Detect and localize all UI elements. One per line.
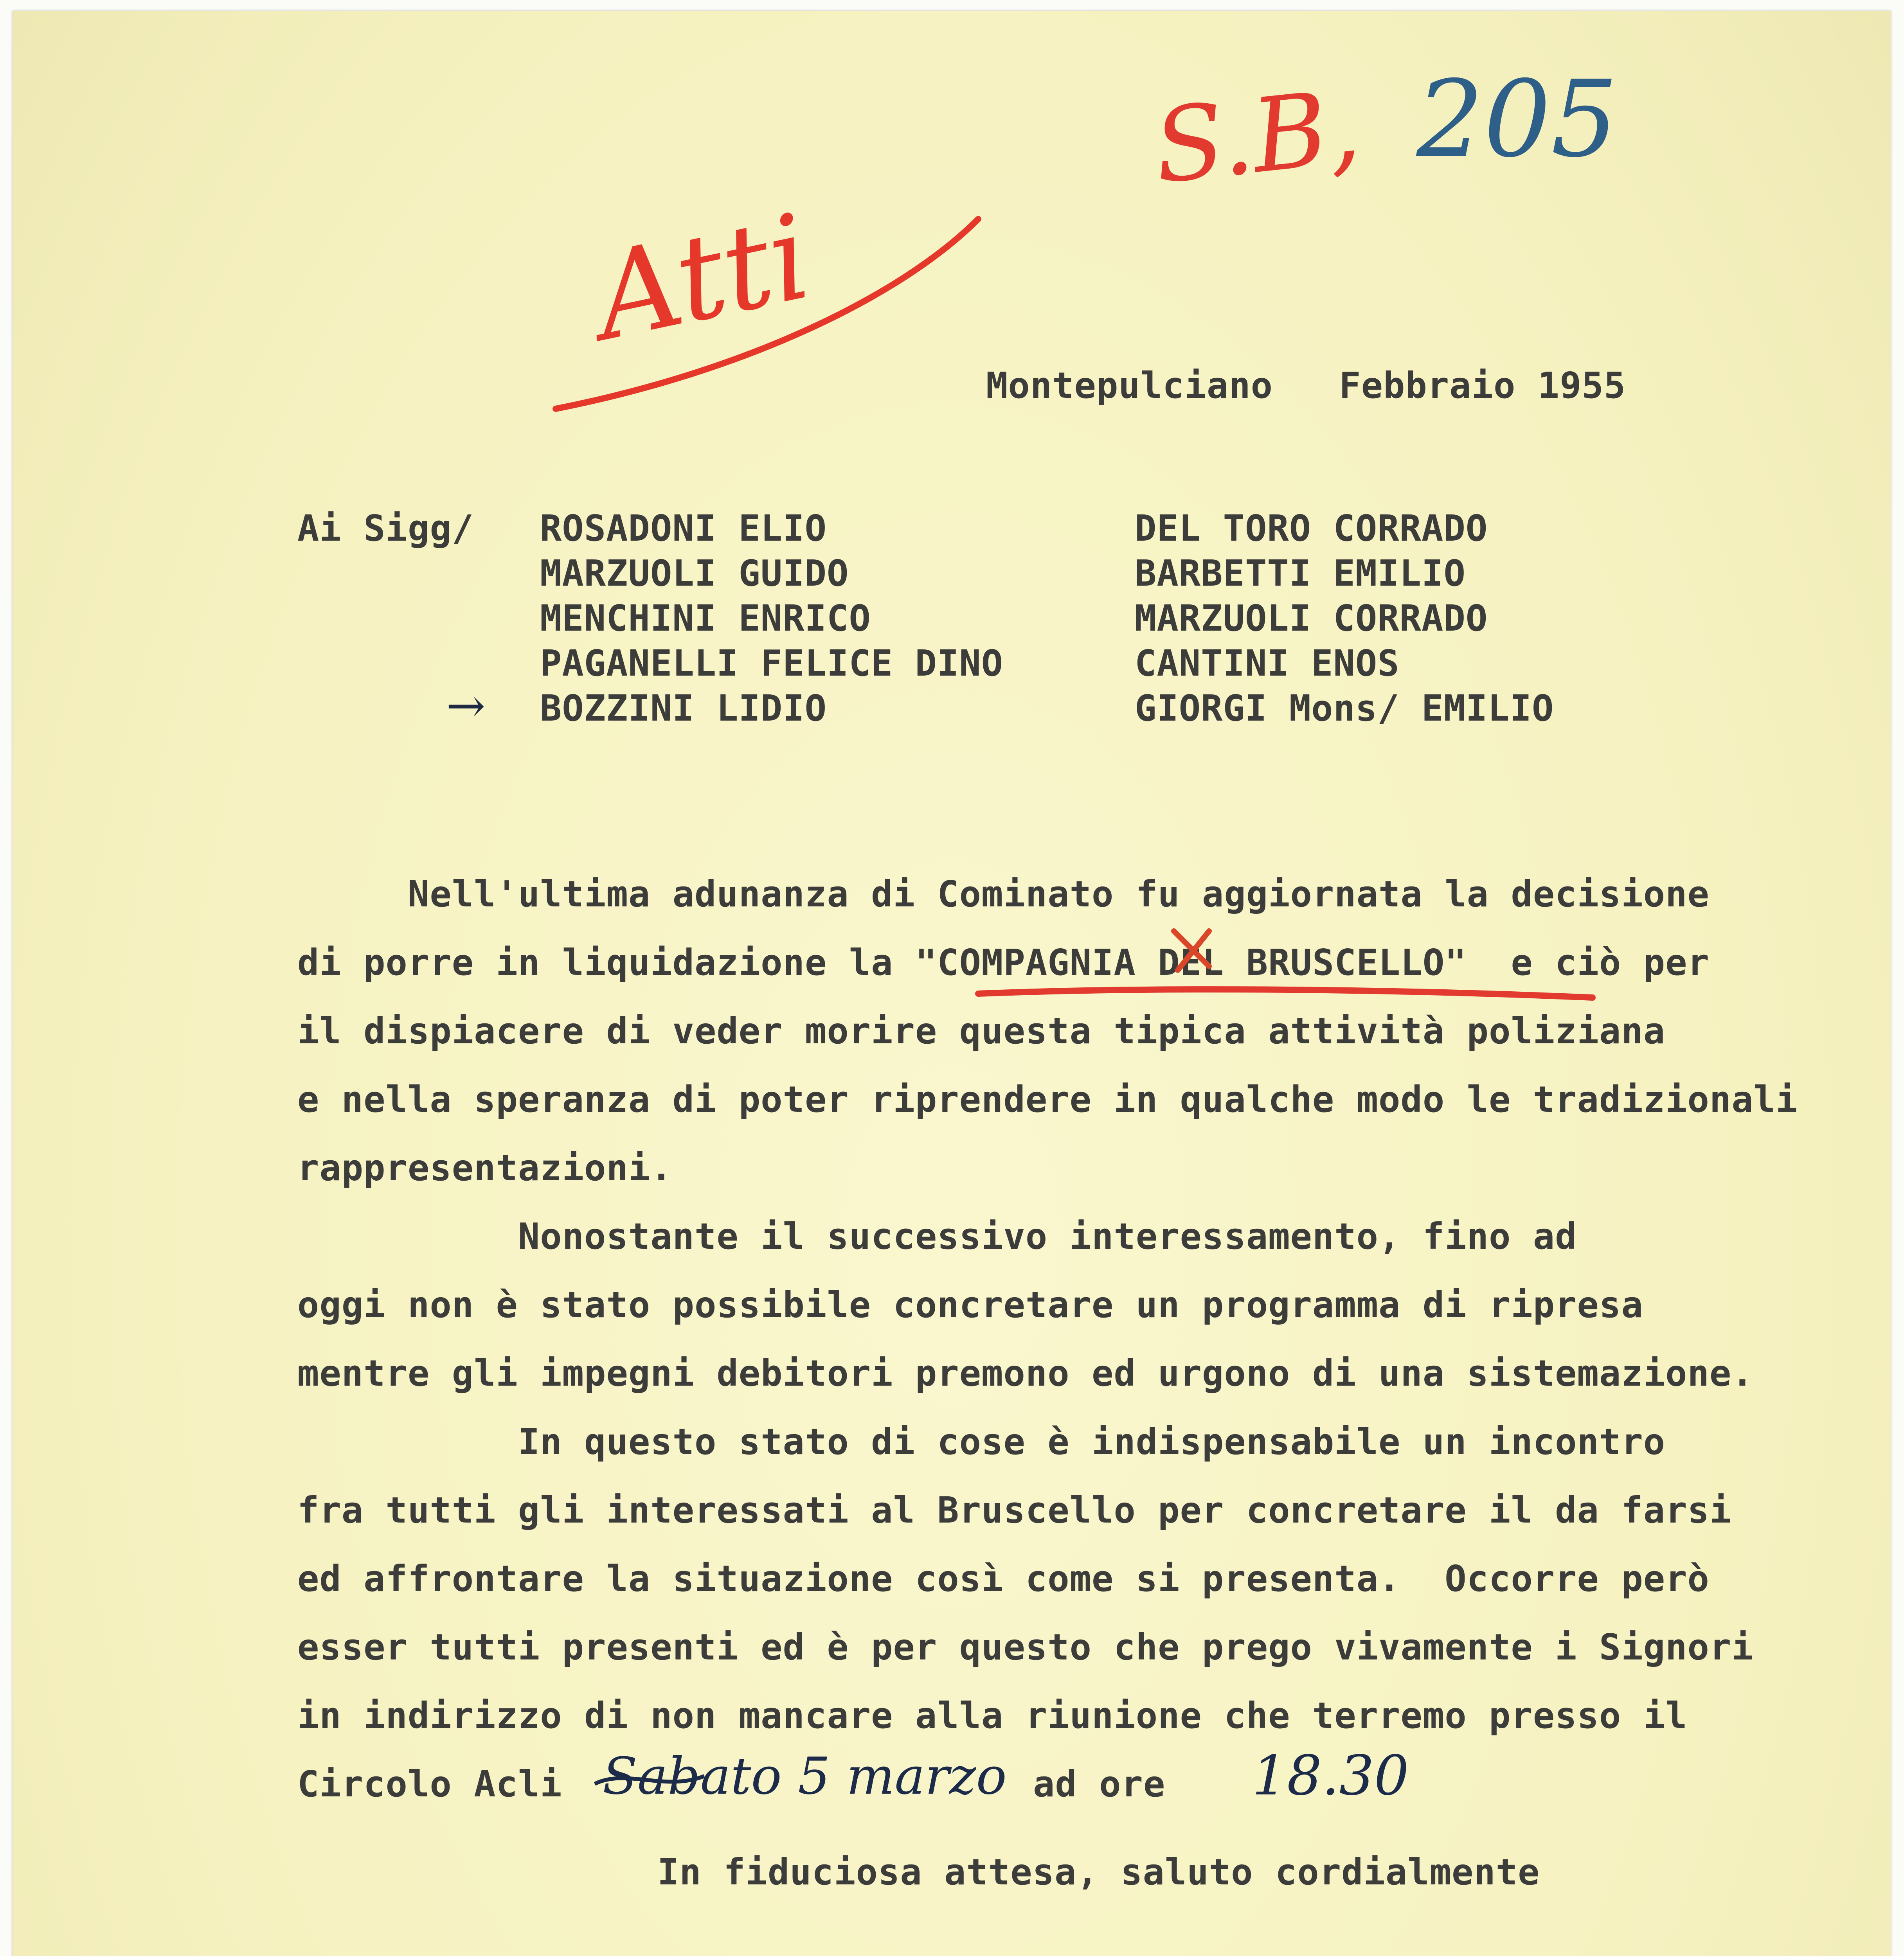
- recipient-left: MENCHINI ENRICO: [540, 597, 871, 639]
- strike-stroke: [595, 1776, 704, 1784]
- red-annotation-atti: Atti: [583, 188, 821, 367]
- body-line: di porre in liquidazione la "COMPAGNIA DEL BRUSCELLO" e ciò per: [297, 942, 1710, 983]
- recipient-left: ROSADONI ELIO: [540, 507, 827, 549]
- recipient-right: MARZUOLI CORRADO: [1135, 597, 1488, 639]
- red-underline-stroke: [556, 219, 978, 409]
- recipient-left: BOZZINI LIDIO: [540, 687, 827, 729]
- body-line: ed affrontare la situazione così come si presenta. Occorre però: [297, 1558, 1710, 1600]
- recipient-right: BARBETTI EMILIO: [1135, 552, 1466, 594]
- place-date: Montepulciano Febbraio 1955: [986, 365, 1626, 406]
- recipient-left: MARZUOLI GUIDO: [540, 552, 849, 594]
- red-company-underline: [978, 989, 1593, 998]
- handwritten-time: 18.30: [1252, 1744, 1409, 1808]
- closing-line: In fiduciosa attesa, saluto cordialmente: [657, 1851, 1540, 1893]
- body-line: il dispiacere di veder morire questa tipica attività poliziana: [297, 1010, 1666, 1052]
- arrow-marker: →: [446, 679, 486, 733]
- body-line: esser tutti presenti ed è per questo che prego vivamente i Signori: [297, 1626, 1754, 1668]
- body-line: in indirizzo di non mancare alla riunione che terremo presso il: [297, 1695, 1688, 1737]
- body-line: rappresentazioni.: [297, 1147, 673, 1189]
- body-line: fra tutti gli interessati al Bruscello per concretare il da farsi: [297, 1489, 1732, 1531]
- recipient-left: PAGANELLI FELICE DINO: [540, 642, 1004, 684]
- typed-time-prefix: ad ore: [1033, 1763, 1166, 1805]
- body-line: Nonostante il successivo interessamento, fino ad: [297, 1215, 1577, 1257]
- body-line: e nella speranza di poter riprendere in qualche modo le tradizionali: [297, 1079, 1798, 1120]
- body-line: mentre gli impegni debitori premono ed urgono di una sistemazione.: [297, 1352, 1754, 1394]
- recipient-right: DEL TORO CORRADO: [1135, 507, 1488, 549]
- body-line: Circolo Acli: [297, 1763, 562, 1805]
- blue-archive-number: 205: [1416, 58, 1618, 181]
- recipient-right: CANTINI ENOS: [1135, 642, 1400, 684]
- body-line: Nell'ultima adunanza di Cominato fu aggiornata la decisione: [297, 873, 1710, 915]
- red-correction-mark: [1174, 931, 1209, 970]
- salutation: Ai Sigg/: [297, 507, 474, 549]
- body-line: In questo stato di cose è indispensabile un incontro: [297, 1421, 1666, 1463]
- body-line: oggi non è stato possibile concretare un programma di ripresa: [297, 1284, 1643, 1326]
- red-archive-code: S.B,: [1148, 67, 1366, 207]
- recipient-right: GIORGI Mons/ EMILIO: [1135, 687, 1554, 729]
- handwritten-date: Sabato 5 marzo: [603, 1746, 1007, 1806]
